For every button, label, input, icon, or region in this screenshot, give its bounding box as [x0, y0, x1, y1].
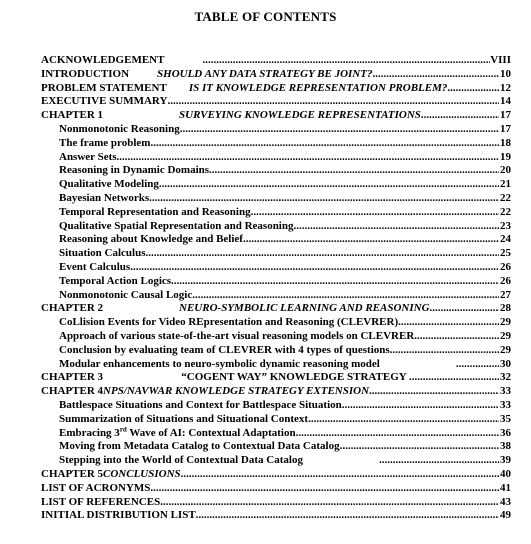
toc-subentry: [41, 427, 511, 441]
toc-entry: [41, 468, 511, 482]
dot-leader: [379, 454, 499, 468]
toc-entry-label: CHAPTER 1: [41, 109, 104, 122]
toc-subentry: [41, 178, 511, 192]
toc-subentry: [41, 164, 511, 178]
toc-entry-label: Conclusion by evaluating team of CLEVRER with 4 types of questions: [59, 343, 390, 356]
dot-leader: [430, 302, 499, 316]
toc-entry-label: Reasoning about Knowledge and Belief: [59, 233, 243, 246]
toc-subentry: [41, 344, 511, 358]
toc-page-number: 32: [500, 371, 511, 384]
toc-page-number: 43: [500, 495, 511, 508]
toc-entry-label: Reasoning in Dynamic Domains: [59, 164, 210, 177]
toc-subentry: [41, 233, 511, 247]
toc-entry-label: Qualitative Spatial Representation and Reasoning: [59, 219, 294, 232]
page-title: TABLE OF CONTENTS: [194, 9, 337, 24]
toc-page-number: 19: [500, 150, 511, 163]
toc-page-number: 33: [500, 398, 511, 411]
dot-leader: [456, 358, 499, 372]
toc-entry-title: “COGENT WAY” KNOWLEDGE STRATEGY: [181, 371, 407, 384]
toc-page-number: 49: [500, 509, 511, 522]
dot-leader: [180, 123, 499, 137]
toc-entry-label: LIST OF REFERENCES: [41, 495, 161, 508]
toc-page-number: 23: [500, 219, 511, 232]
toc-subentry: [41, 123, 511, 137]
toc-page-number: 25: [500, 247, 511, 260]
dot-leader: [159, 178, 499, 192]
dot-leader: [421, 109, 499, 123]
toc-entry-label: Qualitative Modeling: [59, 178, 159, 191]
dot-leader: [390, 344, 499, 358]
toc-entry: [41, 68, 511, 82]
toc-entry-label: Temporal Representation and Reasoning: [59, 205, 251, 218]
toc-page-number: 18: [500, 136, 511, 149]
toc-entry-title: NPS/NAVWAR KNOWLEDGE STRATEGY EXTENSION: [103, 385, 370, 398]
toc-page-number: 22: [500, 191, 511, 204]
toc-entry: [41, 482, 511, 496]
toc-entry-label: Event Calculus: [59, 260, 131, 273]
dot-leader: [150, 137, 499, 151]
toc-page-number: 39: [500, 454, 511, 467]
toc-subentry: [41, 137, 511, 151]
toc-page-number: 17: [500, 109, 511, 122]
toc-entry-label: Moving from Metadata Catalog to Contextual Data Catalog: [59, 440, 340, 453]
toc-subentry: [41, 440, 511, 454]
dot-leader: [146, 247, 500, 261]
toc-subentry: [41, 261, 511, 275]
dot-leader: [447, 82, 499, 96]
dot-leader: [202, 54, 490, 68]
toc-entry-label: ACKNOWLEDGEMENT: [41, 54, 165, 66]
toc-entry-label: Battlespace Situations and Context for Battlespace Situation: [59, 398, 342, 411]
toc-entry-label: Nonmonotonic Causal Logic: [59, 288, 193, 301]
dot-leader: [296, 427, 499, 441]
dot-leader: [251, 206, 499, 220]
toc-entry-label: CHAPTER 5: [41, 467, 104, 480]
toc-subentry: [41, 454, 511, 468]
dot-leader: [181, 468, 499, 482]
toc-page-number: 20: [500, 164, 511, 177]
dot-leader: [340, 440, 499, 454]
toc-page-number: 28: [500, 302, 511, 315]
dot-leader: [414, 330, 499, 344]
dot-leader: [196, 509, 499, 523]
toc-subentry: [41, 247, 511, 261]
toc-subentry: [41, 413, 511, 427]
toc-entry-label: Answer Sets: [59, 150, 117, 163]
toc-page-number: 38: [500, 440, 511, 453]
toc-subentry: [41, 192, 511, 206]
dot-leader: [192, 289, 499, 303]
toc-entry-label: Approach of various state-of-the-art visual reasoning models on CLEVRER: [59, 329, 415, 342]
toc-page-number: VIII: [490, 54, 511, 66]
toc-subentry: [41, 220, 511, 234]
toc-entry-label: Modular enhancements to neuro-symbolic dynamic reasoning model: [59, 357, 380, 370]
toc-subentry: [41, 151, 511, 165]
toc-entry-label: Temporal Action Logics: [59, 274, 172, 287]
toc-entry-label: INITIAL DISTRIBUTION LIST: [41, 509, 196, 522]
toc-page-number: 26: [500, 260, 511, 273]
dot-leader: [149, 192, 499, 206]
toc-entry-title: SURVEYING KNOWLEDGE REPRESENTATIONS: [179, 109, 421, 122]
toc-page-number: 29: [500, 329, 511, 342]
toc-entry-title: CONCLUSIONS: [103, 467, 181, 480]
toc-entry-title: IS IT KNOWLEDGE REPRESENTATION PROBLEM?: [188, 81, 448, 94]
toc-page-number: 10: [500, 67, 511, 80]
toc-page-number: 40: [500, 467, 511, 480]
dot-leader: [294, 220, 500, 234]
dot-leader: [160, 496, 499, 510]
dot-leader: [308, 413, 499, 427]
dot-leader: [167, 95, 499, 109]
dot-leader: [398, 316, 499, 330]
toc-entry-label: LIST OF ACRONYMS: [41, 481, 151, 494]
toc-page-number: 29: [500, 343, 511, 356]
toc-entry-label: The frame problem: [59, 136, 151, 149]
table-of-contents: [41, 54, 511, 523]
toc-page-number: 30: [500, 357, 511, 370]
toc-entry-label: CHAPTER 3: [41, 371, 104, 384]
toc-subentry: [41, 275, 511, 289]
dot-leader: [150, 482, 499, 496]
toc-entry-label: Bayesian Networks: [59, 191, 150, 204]
toc-entry: [41, 109, 511, 123]
toc-entry-title: SHOULD ANY DATA STRATEGY BE JOINT?: [157, 67, 373, 80]
toc-page-number: 21: [500, 178, 511, 191]
toc-entry: [41, 302, 511, 316]
toc-page-number: 14: [500, 95, 511, 108]
dot-leader: [171, 275, 499, 289]
toc-page-number: 35: [500, 412, 511, 425]
toc-page-number: 26: [500, 274, 511, 287]
toc-entry: [41, 509, 511, 523]
toc-entry-label: Situation Calculus: [59, 247, 146, 260]
toc-subentry: [41, 206, 511, 220]
toc-page-number: 36: [500, 426, 511, 439]
toc-page-number: 24: [500, 233, 511, 246]
toc-entry-label: Summarization of Situations and Situational Context: [59, 412, 309, 425]
toc-subentry: [41, 399, 511, 413]
toc-entry: [41, 496, 511, 510]
toc-page-number: 29: [500, 316, 511, 329]
toc-subentry: [41, 316, 511, 330]
dot-leader: [243, 233, 499, 247]
dot-leader: [130, 261, 499, 275]
dot-leader: [117, 151, 499, 165]
toc-entry-label: PROBLEM STATEMENT: [41, 81, 167, 94]
toc-entry-label: CHAPTER 4: [41, 385, 104, 398]
toc-entry-label: Embracing 3rd Wave of AI: Contextual Adaptation: [59, 426, 296, 439]
toc-page-number: 41: [500, 481, 511, 494]
toc-entry: [41, 385, 511, 399]
toc-entry-label: CoLlision Events for Video REpresentation and Reasoning (CLEVRER): [59, 316, 399, 329]
dot-leader: [369, 385, 499, 399]
toc-entry: [41, 371, 511, 385]
dot-leader: [342, 399, 499, 413]
toc-subentry: [41, 289, 511, 303]
toc-page-number: 27: [500, 288, 511, 301]
toc-entry: [41, 54, 511, 68]
toc-page-number: 33: [500, 385, 511, 398]
toc-subentry: [41, 358, 511, 372]
toc-entry-label: Stepping into the World of Contextual Data Catalog: [59, 454, 303, 467]
toc-entry-label: EXECUTIVE SUMMARY: [41, 95, 168, 108]
toc-page-number: 17: [500, 122, 511, 135]
toc-entry: [41, 95, 511, 109]
dot-leader: [372, 68, 499, 82]
toc-entry-label: Nonmonotonic Reasoning: [59, 122, 180, 135]
toc-page-number: 12: [500, 81, 511, 94]
dot-leader: [209, 164, 499, 178]
toc-page-number: 22: [500, 205, 511, 218]
toc-entry: [41, 82, 511, 96]
dot-leader: [409, 371, 499, 385]
toc-entry-label: CHAPTER 2: [41, 302, 104, 315]
toc-entry-label: INTRODUCTION: [41, 67, 130, 80]
toc-entry-title: NEURO-SYMBOLIC LEARNING AND REASONING: [179, 302, 430, 315]
toc-subentry: [41, 330, 511, 344]
